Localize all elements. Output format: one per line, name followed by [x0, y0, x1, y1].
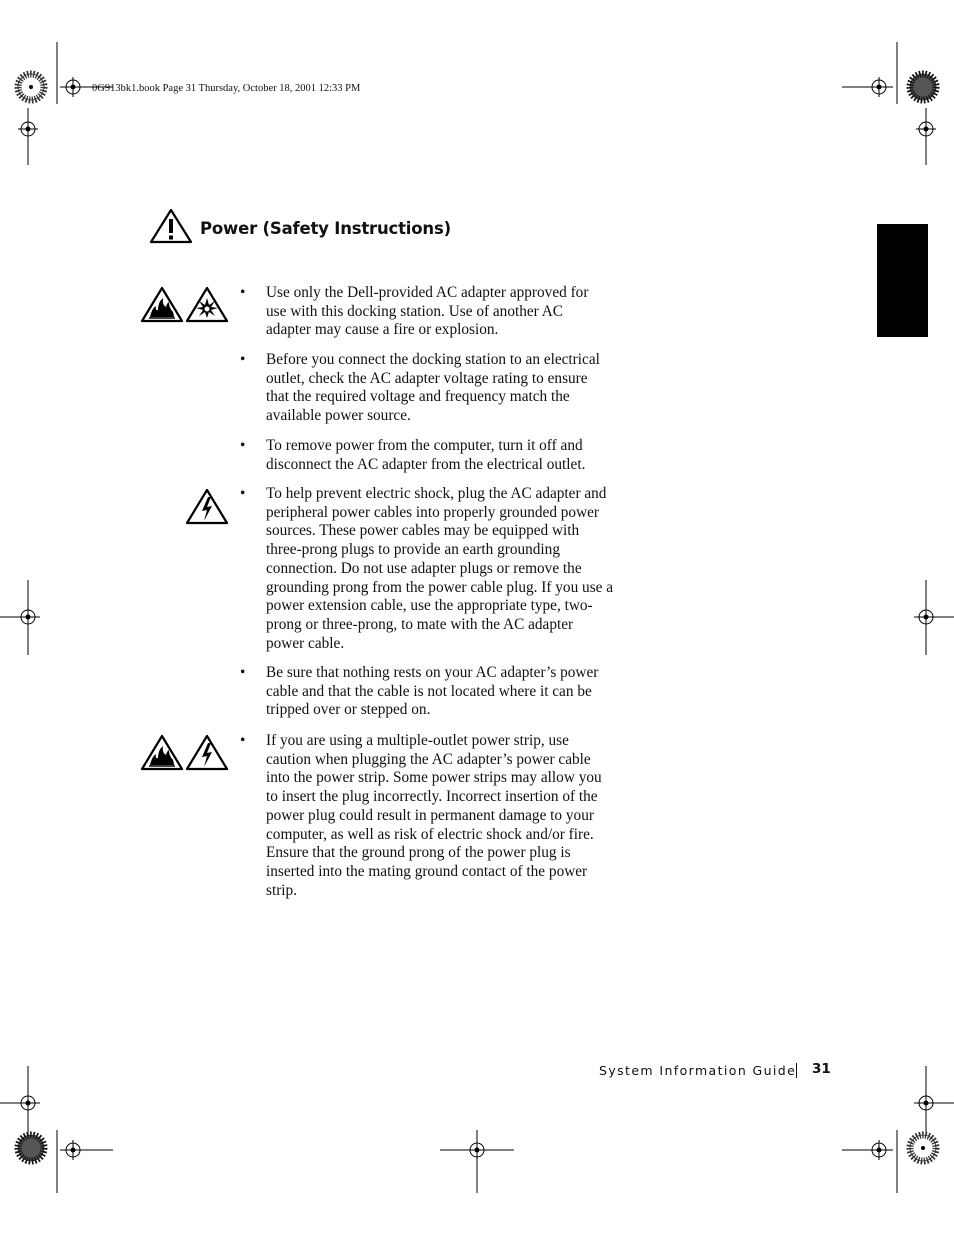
fire-hazard-icon: [140, 286, 184, 324]
printer-slug: 0G913bk1.book Page 31 Thursday, October 18, 2001 12:33 PM: [92, 83, 361, 94]
bullet-marker: •: [240, 284, 246, 301]
bullet-marker: •: [240, 664, 246, 681]
bullet-marker: •: [240, 732, 246, 749]
caution-triangle-icon: [149, 208, 193, 244]
list-item-text: To remove power from the computer, turn it off and disconnect the AC adapter from the electrical outlet.: [266, 437, 586, 473]
section-title: Power (Safety Instructions): [200, 219, 451, 238]
bullet-marker: •: [240, 437, 246, 454]
list-item-text: Use only the Dell-provided AC adapter approved for use with this docking station. Use of another AC adapter may cause a fire or explosion.: [266, 284, 589, 339]
bullet-marker: •: [240, 351, 246, 368]
footer-separator: [796, 1063, 797, 1078]
bullet-marker: •: [240, 485, 246, 502]
list-item-text: If you are using a multiple-outlet power strip, use caution when plugging the AC adapter’s power cable into the power strip. Some power strips may allow you to insert the plug incorrectly. Incorrect insertion of the power plug could result in permanent damage to your computer, as well as risk of electric shock and/or fire. Ensure that the ground prong of the power plug is inserted into the mating ground contact of the power strip.: [266, 732, 602, 899]
explosion-hazard-icon: [185, 286, 229, 324]
footer-guide-title: System Information Guide: [599, 1063, 797, 1078]
list-item-text: Before you connect the docking station to an electrical outlet, check the AC adapter voltage rating to ensure that the required voltage and frequency match the available power source.: [266, 351, 600, 425]
electric-shock-icon: [185, 734, 229, 772]
list-item-text: Be sure that nothing rests on your AC adapter’s power cable and that the cable is not located where it can be tripped over or stepped on.: [266, 664, 599, 719]
electric-shock-icon: [185, 488, 229, 526]
list-item-text: To help prevent electric shock, plug the AC adapter and peripheral power cables into properly grounded power sources. These power cables may be equipped with three-prong plugs to provide an earth grounding connection. Do not use adapter plugs or remove the grounding prong from the power cable plug. If you use a power extension cable, use the appropriate type, two- prong or three-prong, to mate with the AC adapter power cable.: [266, 485, 614, 652]
page-number: 31: [812, 1061, 831, 1077]
fire-hazard-icon: [140, 734, 184, 772]
